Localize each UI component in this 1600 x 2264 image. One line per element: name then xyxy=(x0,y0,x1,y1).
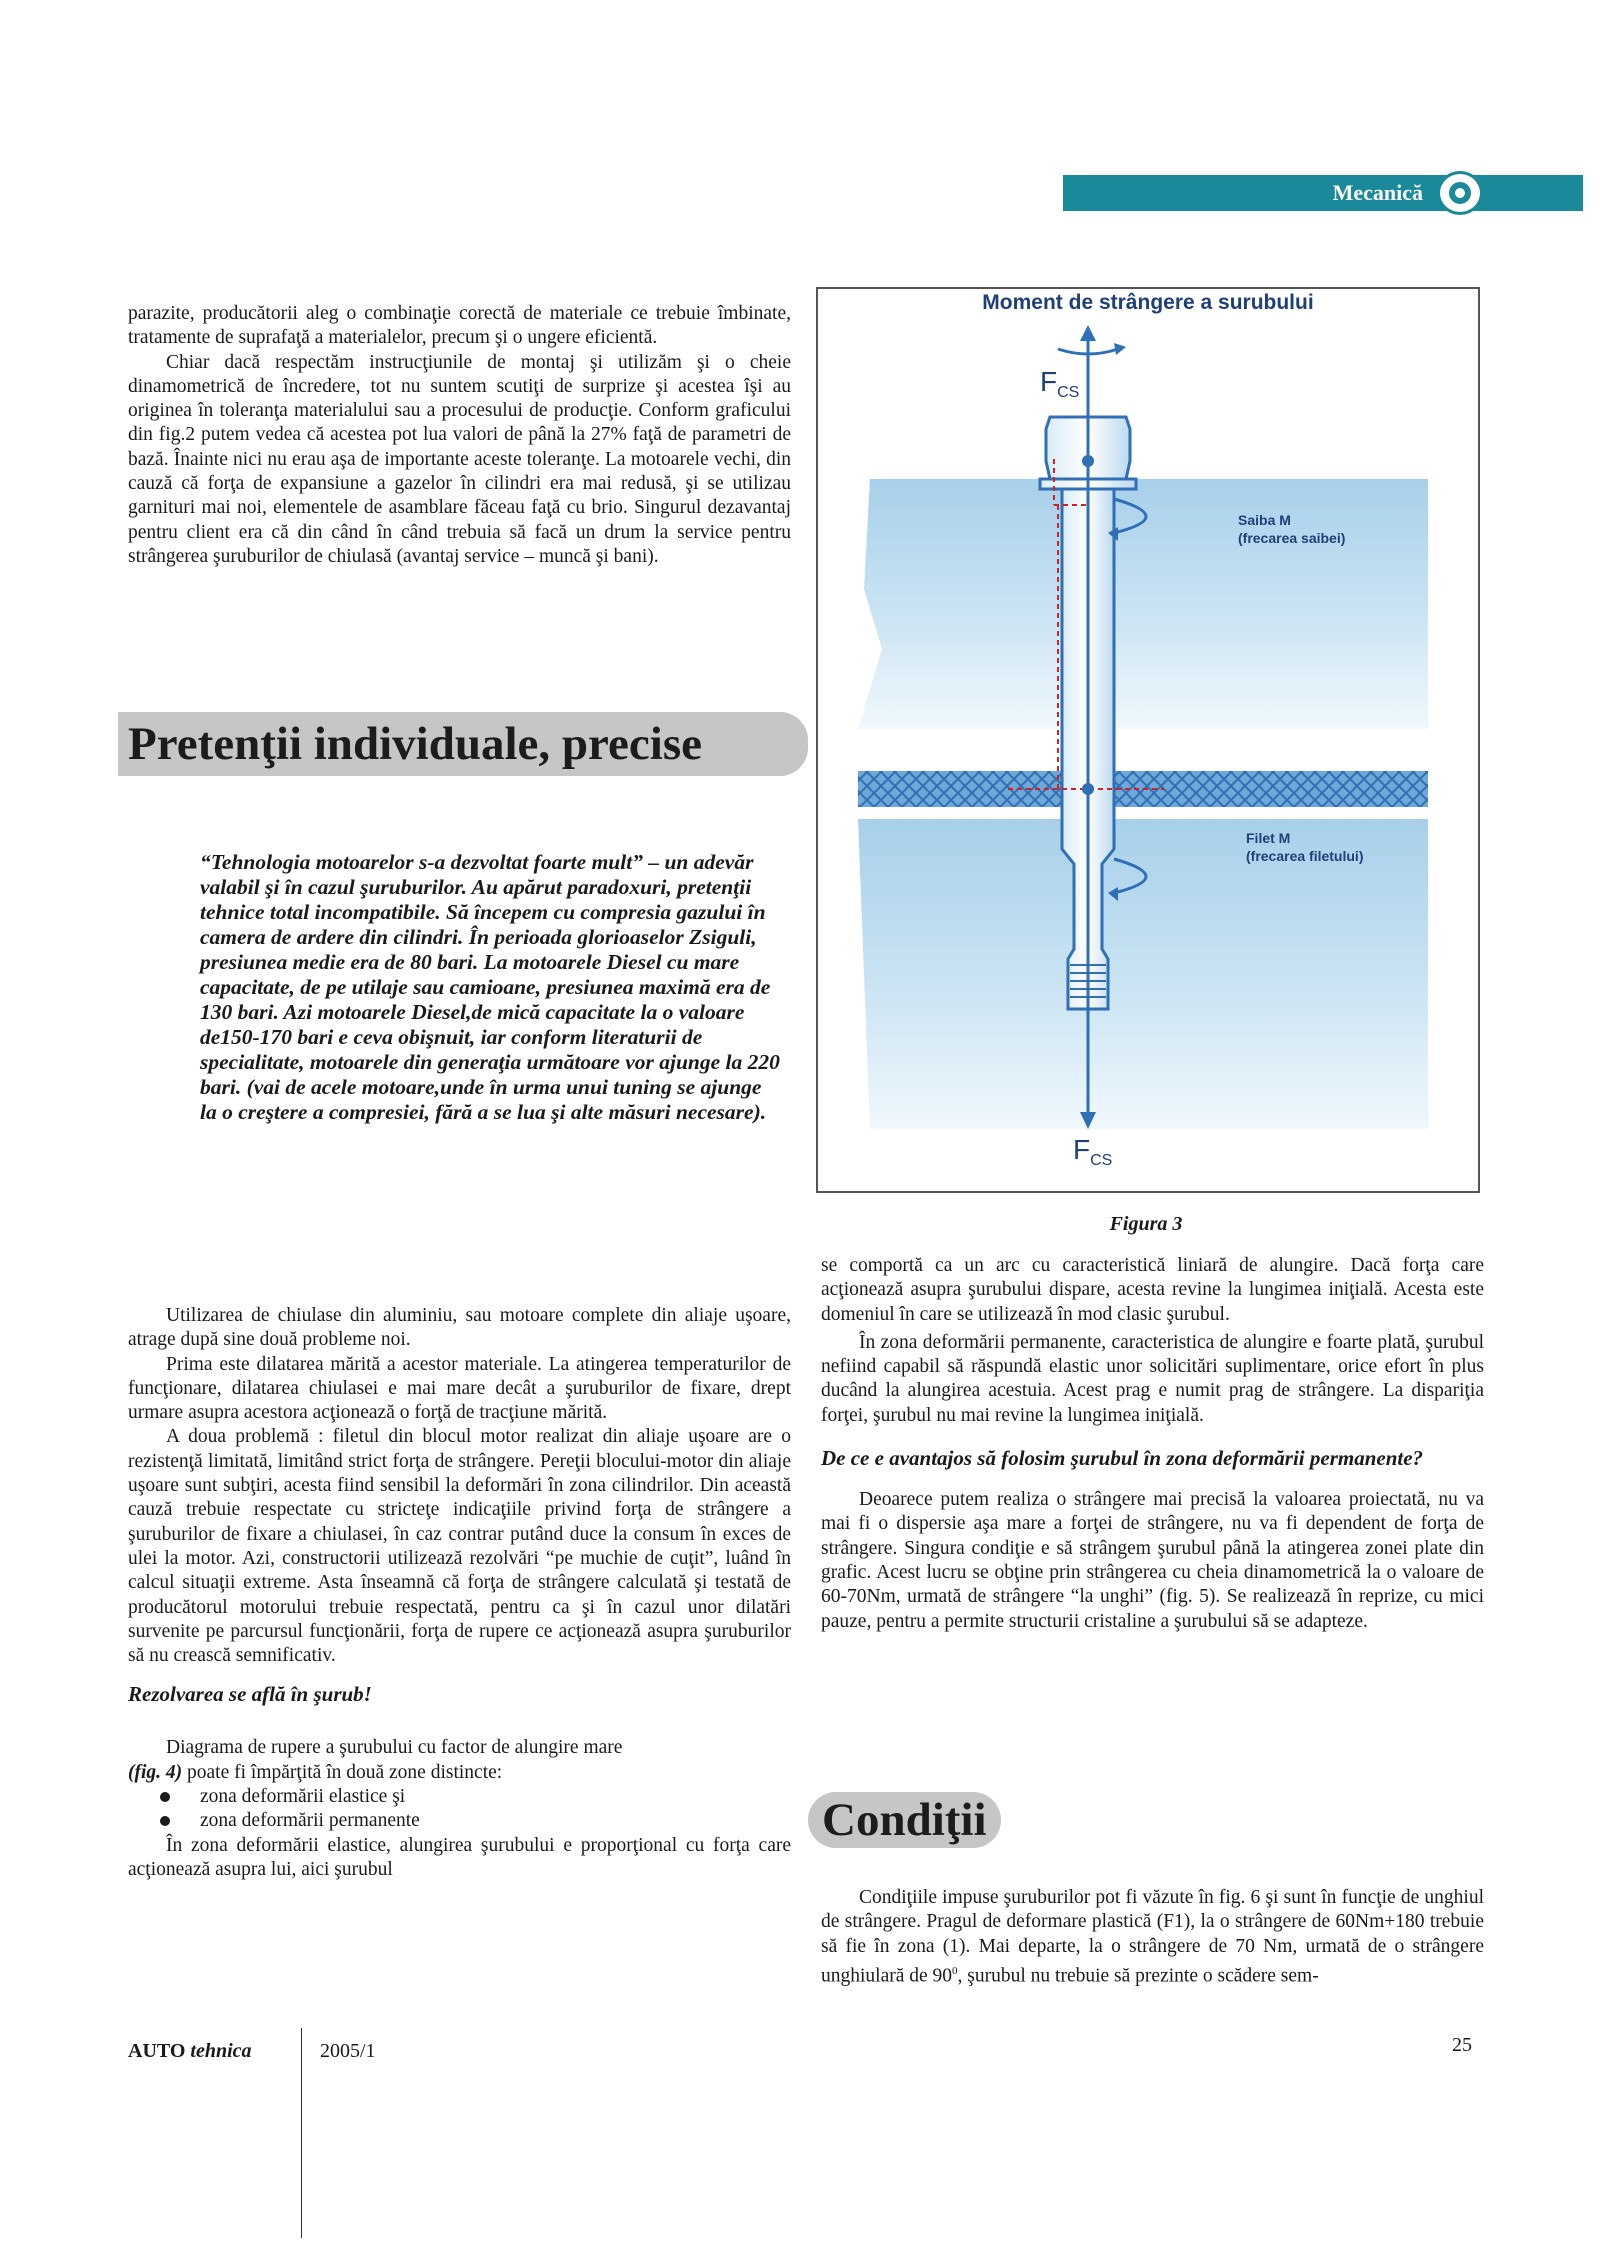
footer-divider xyxy=(301,2028,302,2238)
paragraph: Prima este dilatarea mărită a acestor materiale. La atingerea temperaturilor de funcţionare, dilatarea chiulasei e mai mare decât a şuruburilor de fixare, drept urmare asupra acestora acţionează o forţă de tracţiune mărită. xyxy=(128,1353,791,1424)
bullet-icon xyxy=(160,1792,170,1802)
footer-brand xyxy=(128,2040,252,2063)
paragraph: A doua problemă : filetul din blocul motor realizat din aliaje uşoare are o rezistenţă limitată, limitând strict forţa de strângere. Pereţii blocului-motor din aliaje uşoare sunt subţiri, acesta fiind sensibil la deformări în zona cilindrilor. Din această cauză trebuie respectate cu stricteţe indicaţiile privind forţa de strângere a şuruburilor de fixare a chiulasei, în caz contrar putând duce la consum în exces de ulei la motor. Azi, constructorii utilizează rezolvări “pe muchie de cuţit”, luând în calcul situaţii extreme. Asta înseamnă că forţa de strângere calculată şi testată de producătorul motorului trebuie respectată, pentru ca şi în cazul unor dilatări survenite pe parcursul funcţionării, forţa de rupere ce acţionează asupra şuruburilor să nu crească semnificativ. xyxy=(128,1426,791,1667)
paragraph: În zona deformării permanente, caracteristica de alungire e foarte plată, şurubul nefiind capabil să răspundă elastic unor solicitări suplimentare, orice efort în plus ducând la alungirea acestuia. Acest prag e numit prag de strângere. La dispariţia forţei, şurubul nu mai revine la lungimea iniţială. xyxy=(821,1331,1484,1426)
conditions-text-end: , şurubul nu trebuie să prezinte o scădere sem- xyxy=(957,1965,1319,1987)
diagram-text-end: poate fi împărţită în două zone distincte: xyxy=(182,1761,503,1783)
pull-quote xyxy=(200,850,780,1125)
conditions-text: Condiţiile impuse şuruburilor pot fi văzute în fig. 6 şi sunt în funcţie de unghiul de strângere. Pragul de deformare plastică (F1), la o strângere de 60Nm+180 trebuie să fie în zona (1). Mai departe, la o strângere de 70 Nm, urmată de o strângere unghiulară de 90 xyxy=(821,1887,1484,1987)
upper-plate xyxy=(858,479,1428,729)
left-body xyxy=(128,1304,791,1882)
figure-ref: (fig. 4) xyxy=(128,1761,183,1783)
subheading: Rezolvarea se află în şurub! xyxy=(128,1682,372,1707)
right-bottom xyxy=(821,1886,1484,1989)
list-item-text: zona deformării permanente xyxy=(200,1810,420,1832)
page-number: 25 xyxy=(1452,2034,1472,2056)
point-icon xyxy=(1082,783,1094,795)
label-saiba: Saiba M xyxy=(1238,512,1291,528)
subheading: De ce e avantajos să folosim şurubul în zona deformării permanente? xyxy=(821,1446,1424,1471)
brand-italic: tehnica xyxy=(190,2040,252,2062)
section-title: Mecanică xyxy=(1332,180,1423,205)
label-filet-sub: (frecarea filetului) xyxy=(1246,848,1364,864)
label-filet: Filet M xyxy=(1246,830,1291,846)
figure-3 xyxy=(816,287,1480,1193)
issue-number: 2005/1 xyxy=(320,2040,376,2062)
paragraph: Utilizarea de chiulase din aluminiu, sau motoare complete din aliaje uşoare, atrage după sine două probleme noi. xyxy=(128,1305,791,1351)
arrow-up-icon xyxy=(1080,325,1096,341)
list-item xyxy=(128,1785,791,1809)
bullet-icon xyxy=(160,1816,170,1826)
paragraph: se comportă ca un arc cu caracteristică liniară de alungire. Dacă forţa care acţionează asupra şurubului dispare, acesta revine la lungimea iniţială. Acesta este domeniul în care se utilizează în mod clasic şurubul. xyxy=(821,1255,1484,1325)
figure-title: Moment de strângere a surubului xyxy=(982,291,1314,314)
paragraph: Deoarece putem realiza o strângere mai precisă la valoarea proiectată, nu va mai fi o dispersie aşa mare a forţei de strângere, nu va fi dependent de forţa de strângere. Singura condiţie e să strângem şurubul până la atingerea zonei plate din grafic. Acest lucru se obţine prin strângerea cu cheia dinamometrică la o valoare de 60-70Nm, urmată de strângere “la unghi” (fig. 5). Se realizează în reprize, cu mici pauze, pentru a permite structurii cristaline a şurubului să se adapteze. xyxy=(821,1489,1484,1632)
list-item xyxy=(128,1809,791,1833)
point-icon xyxy=(1082,455,1094,467)
magazine-logo-icon xyxy=(1437,171,1483,215)
paragraph: parazite, producătorii aleg o combinaţie corectă de materiale ce trebuie îmbinate, tratamente de suprafaţă a materialelor, precum şi o ungere eficientă. xyxy=(128,303,791,349)
quote-text: “Tehnologia motoarelor s-a dezvoltat foarte mult” – un adevăr valabil şi în cazul şuruburilor. Au apărut paradoxuri, pretenţii tehnice total incompatibile. Să începem cu compresia gazului în camera de ardere din cilindri. În perioada glorioaselor Zsiguli, presiunea medie era de 80 bari. La motoarele Diesel cu mare capacitate, de pe utilaje sau camioane, presiunea maximă era de 130 bari. Azi motoarele Diesel,de mică capacitate la o valoare de150-170 bari e ceva obişnuit, iar conform literaturii de specialitate, motoarele din generaţia următoare vor ajunge la 220 bari. (vai de acele motoare,unde în urma unui tuning se ajunge la o creştere a compresiei, fără a se lua şi alte măsuri necesare). xyxy=(200,850,780,1124)
right-column xyxy=(821,1254,1484,1634)
bolt-diagram xyxy=(818,289,1478,1191)
diagram-text: Diagrama de rupere a şurubului cu factor de alungire mare xyxy=(166,1737,623,1759)
force-label-bottom: $F_{CS}$ xyxy=(1073,1134,1113,1169)
conditions-heading-wrap xyxy=(808,1792,1001,1848)
paragraph: Chiar dacă respectăm instrucţiunile de montaj şi utilizăm şi o cheie dinamometrică de încredere, tot nu suntem scutiţi de surprize şi acestea îşi au originea în toleranţa materialului sau a procesului de producţie. Conform graficului din fig.2 putem vedea că acestea pot lua valori de până la 27% faţă de parametri de bază. Înainte nici nu erau aşa de importante aceste toleranţe. La motoarele vechi, din cauză că forţa de expansiune a gazelor în cilindri era mai redusă, şi se utilizau garnituri mai noi, elementele de asamblare făceau faţă cu brio. Singurul dezavantaj pentru client era că din când în când trebuia să facă un drum la service pentru strângerea şuruburilor de chiulasă (avantaj service – muncă şi bani). xyxy=(128,351,791,567)
section-heading: Pretenţii individuale, precise xyxy=(118,712,808,776)
figure-caption: Figura 3 xyxy=(1109,1213,1183,1235)
brand-name: AUTO xyxy=(128,2040,186,2062)
label-saiba-sub: (frecarea saibei) xyxy=(1238,530,1346,546)
paragraph xyxy=(821,1886,1484,1989)
paragraph xyxy=(128,1736,791,1785)
force-label-top: $F_{CS}$ xyxy=(1040,366,1080,401)
left-intro xyxy=(128,302,791,569)
section-label xyxy=(1063,175,1583,211)
section-heading: Condiţii xyxy=(808,1792,1001,1848)
list-item-text: zona deformării elastice şi xyxy=(200,1786,406,1808)
paragraph: În zona deformării elastice, alungirea şurubului e proporţional cu forţa care acţionează asupra lui, aici şurubul xyxy=(128,1834,791,1880)
degree-sup: 0 xyxy=(952,1964,958,1977)
lower-plate xyxy=(858,819,1428,1129)
